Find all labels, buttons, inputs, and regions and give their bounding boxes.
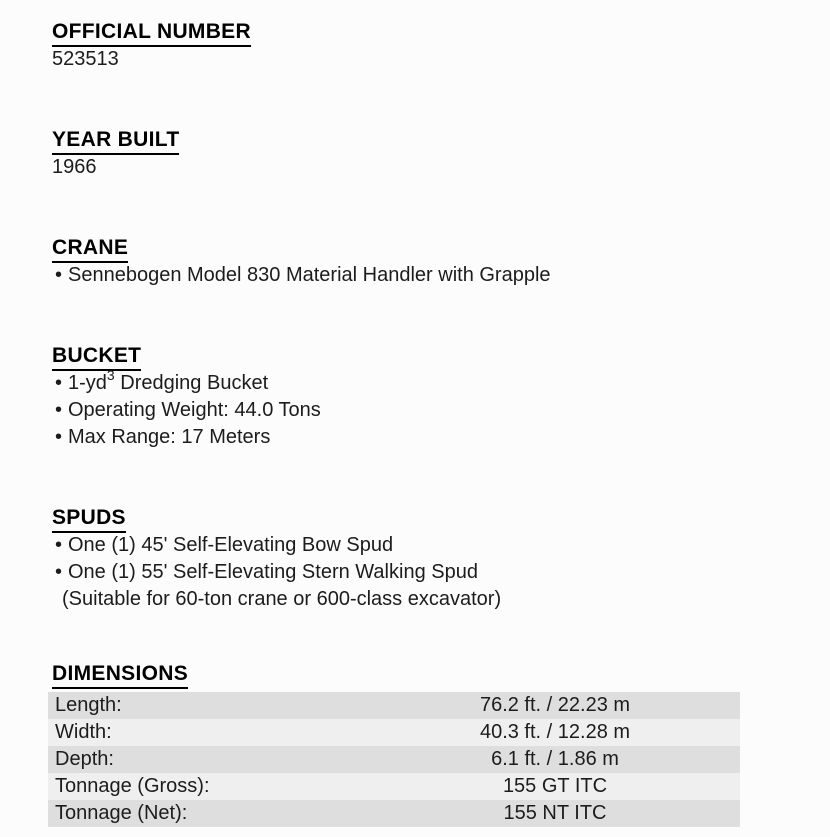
table-row [48, 719, 740, 746]
section-crane [52, 235, 810, 289]
bucket-heading: BUCKET [52, 344, 141, 371]
bullet-icon: • [55, 426, 63, 448]
list-item [52, 262, 810, 289]
dimensions-heading: DIMENSIONS [52, 662, 188, 689]
section-bucket [52, 343, 810, 451]
row-value: 6.1 ft. / 1.86 m [491, 748, 619, 770]
official-number-value: 523513 [52, 48, 119, 70]
section-dimensions [52, 661, 810, 827]
official-number-heading: OFFICIAL NUMBER [52, 20, 251, 47]
section-year-built [52, 127, 810, 181]
table-row [48, 692, 740, 719]
cubic-superscript: 3 [106, 367, 115, 384]
bucket-dredging-text [68, 367, 269, 397]
bucket-dredging-post: Dredging Bucket [114, 372, 269, 394]
table-row [48, 746, 740, 773]
bucket-item-text: Operating Weight: 44.0 Tons [68, 399, 321, 421]
spuds-item-text: One (1) 55' Self-Elevating Stern Walking Spud [68, 561, 478, 583]
row-value: 76.2 ft. / 22.23 m [479, 694, 631, 716]
crane-heading: CRANE [52, 236, 128, 263]
list-item [52, 424, 810, 451]
bucket-item-text: Max Range: 17 Meters [68, 426, 271, 448]
list-item [52, 559, 810, 586]
bullet-icon: • [55, 399, 63, 421]
crane-item-text: Sennebogen Model 830 Material Handler with Grapple [68, 264, 551, 286]
bucket-dredging-pre: 1-yd [68, 372, 107, 394]
section-spuds [52, 505, 810, 613]
row-label: Depth: [55, 748, 114, 770]
row-value: 155 GT ITC [502, 775, 608, 797]
year-built-heading: YEAR BUILT [52, 128, 179, 155]
table-row [48, 800, 740, 827]
spuds-heading: SPUDS [52, 506, 126, 533]
spuds-item-text: One (1) 45' Self-Elevating Bow Spud [68, 534, 394, 556]
bullet-icon: • [55, 561, 63, 583]
row-label: Tonnage (Net): [55, 802, 188, 824]
row-value: 155 NT ITC [503, 802, 607, 824]
row-label: Length: [55, 694, 122, 716]
dimensions-table [48, 692, 740, 827]
row-value: 40.3 ft. / 12.28 m [479, 721, 631, 743]
bullet-icon: • [55, 372, 63, 394]
year-built-value: 1966 [52, 156, 97, 178]
row-label: Width: [55, 721, 112, 743]
bullet-icon: • [55, 264, 63, 286]
spuds-note: (Suitable for 60-ton crane or 600-class excavator) [62, 588, 502, 610]
bullet-icon: • [55, 534, 63, 556]
section-official-number [52, 19, 810, 73]
list-item [52, 367, 810, 397]
list-item [52, 532, 810, 559]
table-row [48, 773, 740, 800]
row-label: Tonnage (Gross): [55, 775, 210, 797]
list-item [52, 397, 810, 424]
